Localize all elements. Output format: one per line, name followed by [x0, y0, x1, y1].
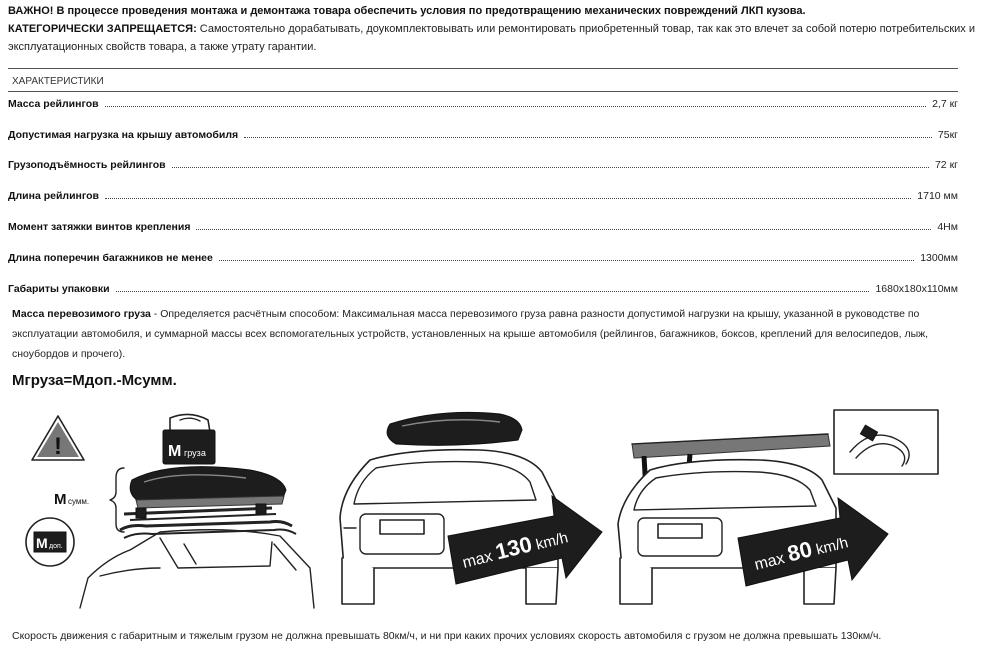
cargo-description — [12, 304, 952, 364]
spec-value: 2,7 кг — [932, 98, 958, 110]
spec-value: 1710 мм — [917, 190, 958, 202]
spec-row — [8, 188, 958, 202]
permissible-mass-label: М — [36, 535, 48, 551]
important-line — [8, 2, 992, 20]
speed1-value: 130 — [492, 531, 535, 565]
speed2-unit: km/h — [810, 534, 850, 560]
spec-value: 4Нм — [937, 221, 958, 233]
spec-leader — [116, 291, 870, 292]
spec-leader — [105, 106, 927, 107]
spec-label: Длина поперечин багажников не менее — [8, 252, 213, 264]
warning-icon — [32, 416, 84, 460]
permissible-mass-badge — [26, 518, 74, 566]
spec-row — [8, 96, 958, 110]
cargo-term: Масса перевозимого груза — [12, 308, 151, 320]
sum-mass-subscript: сумм. — [68, 497, 90, 506]
cargo-box-icon — [163, 414, 215, 464]
car-long-load-80-illustration — [610, 408, 940, 614]
roof-box-icon — [130, 467, 286, 508]
spec-label: Масса рейлингов — [8, 98, 99, 110]
prohibited-prefix: КАТЕГОРИЧЕСКИ ЗАПРЕЩАЕТСЯ: — [8, 23, 197, 35]
cargo-mass-subscript: груза — [184, 448, 206, 458]
specs-section-title: ХАРАКТЕРИСТИКИ — [12, 76, 104, 87]
notice-block — [8, 2, 992, 56]
section-underline — [8, 91, 958, 92]
spec-value: 72 кг — [934, 159, 958, 171]
permissible-mass-subscript: доп. — [49, 543, 63, 550]
spec-row — [8, 219, 958, 233]
spec-label: Длина рейлингов — [8, 190, 99, 202]
warning-symbol: ! — [54, 433, 62, 460]
speed-limit-note: Скорость движения с габаритным и тяжелым грузом не должна превышать 80км/ч, и ни при каких прочих условиях скорость автомобиля с грузом не должна превышать 130км/ч. — [12, 630, 882, 642]
speed1-prefix: max — [460, 546, 499, 572]
spec-leader — [196, 229, 931, 230]
important-prefix: ВАЖНО! — [8, 5, 54, 17]
spec-row — [8, 281, 958, 295]
spec-row — [8, 250, 958, 264]
sum-mass-label: М — [54, 491, 67, 508]
speed2-value: 80 — [784, 536, 815, 567]
spec-leader — [172, 167, 929, 168]
cargo-mass-label: М — [168, 443, 182, 460]
sum-brace — [110, 468, 124, 532]
roof-box-icon — [387, 412, 522, 445]
spec-leader — [219, 260, 914, 261]
speed1-unit: km/h — [530, 529, 570, 555]
spec-label: Габариты упаковки — [8, 283, 110, 295]
section-divider — [8, 68, 958, 69]
spec-value: 1300мм — [920, 252, 958, 264]
car-roof-outline-icon — [80, 530, 314, 608]
spec-label: Грузоподъёмность рейлингов — [8, 159, 166, 171]
car-roof-box-130-illustration — [330, 408, 610, 614]
spec-row — [8, 157, 958, 171]
spec-value: 1680х180х110мм — [875, 283, 958, 295]
mass-diagram-illustration — [20, 408, 330, 614]
spec-leader — [105, 198, 911, 199]
spec-value: 75кг — [937, 129, 958, 141]
strap-inset-icon — [834, 410, 938, 474]
spec-label: Момент затяжки винтов крепления — [8, 221, 191, 233]
prohibited-line — [8, 20, 992, 56]
spec-row — [8, 127, 958, 141]
cargo-formula: Мгруза=Мдоп.-Мсумм. — [12, 372, 177, 389]
cargo-text: - Определяется расчётным способом: Максимальная масса перевозимого груза равна разности допустимой нагрузки на крышу, указанной в руководстве по эксплуатации автомобиля, и суммарной массы всех вспомогательных устройств, установленных на крыше автомобиля (рейлингов, багажников, боксов, креплений для велосипедов, лыж, сноубордов и прочего). — [12, 308, 929, 360]
prohibited-text: Самостоятельно дорабатывать, доукомплектовывать или ремонтировать приобретенный товар, так как это влечет за собой потерю потребительских и эксплуатационных свойств товара, а также утрату гарантии. — [8, 23, 975, 53]
spec-label: Допустимая нагрузка на крышу автомобиля — [8, 129, 239, 141]
speed2-prefix: max — [752, 548, 791, 574]
important-text: В процессе проведения монтажа и демонтажа товара обеспечить условия по предотвращению механических повреждений ЛКП кузова. — [53, 5, 806, 17]
spec-leader — [244, 137, 932, 138]
